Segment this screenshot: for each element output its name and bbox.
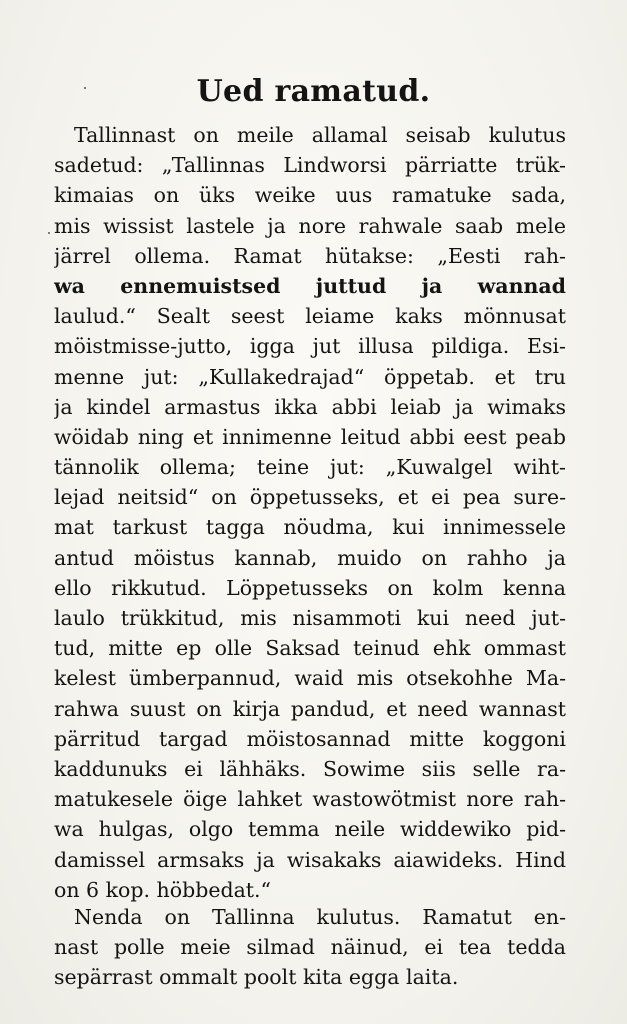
paper-speck [84,87,86,89]
text-line: sepärrast ommalt poolt kita egga laita. [54,965,459,990]
text-line: mis wissist lastele ja nore rahwale saab mele [54,213,566,238]
paragraph-2 [54,902,566,993]
text-line: laulud.“ Sealt seest leiame kaks mönnusat [54,304,566,329]
text-line: lejad neitsid“ on öppetusseks, et ei pea sure- [54,485,566,510]
text-line: antud möistus kannab, muido on rahho ja [54,545,566,570]
paper-speck [48,232,50,234]
text-line: laulo trükkitud, mis nisammoti kui need jut- [54,606,566,630]
text-line: järrel ollema. Ramat hütakse: „Eesti rah- [54,243,566,268]
text-line: matukesele öige lahket wastowötmist nore rah- [54,787,566,812]
text-line: ja kindel armastus ikka abbi leiab ja wimaks [54,394,566,419]
text-line: menne jut: „Kullakedrajad“ öppetab. et tru [54,364,566,389]
article-title: Ued ramatud. [196,74,431,109]
text-line: möistmisse-jutto, igga jut illusa pildiga. Esi- [54,334,566,359]
paragraph-1 [54,120,566,905]
text-line: pärritud targad möistosannad mitte koggoni [54,726,566,751]
text-line: on 6 kop. höbbedat.“ [54,877,272,902]
text-line: kelest ümberpannud, waid mis otsekohhe Ma- [54,666,566,691]
text-line: rahwa suust on kirja pandud, et need wannast [54,696,566,721]
text-line: wa ennemuistsed juttud ja wannad [54,273,566,298]
text-line: nast polle meie silmad näinud, ei tea tedda [54,935,566,960]
text-line: ello rikkutud. Löppetusseks on kolm kenna [54,575,566,600]
text-line: wöidab ning et innimenne leitud abbi eest peab [54,424,566,449]
text-line: Nenda on Tallinna kulutus. Ramatut en- [74,905,566,929]
text-line: sadetud: „Tallinnas Lindworsi pärriatte trük- [54,153,566,178]
text-line: tud, mitte ep olle Saksad teinud ehk ommast [54,636,566,661]
text-line: Tallinnast on meile allamal seisab kulutus [74,123,566,147]
text-line: mat tarkust tagga nöudma, kui innimessele [54,515,566,540]
text-line: wa hulgas, olgo temma neile widdewiko pid- [54,817,566,842]
text-line: kimaias on üks weike uus ramatuke sada, [54,183,566,208]
text-line: damissel armsaks ja wisakaks aiawideks. Hind [54,847,566,872]
text-line: kaddunuks ei lähhäks. Sowime siis selle ra- [54,756,566,781]
text-line: tännolik ollema; teine jut: „Kuwalgel wiht- [54,455,566,480]
